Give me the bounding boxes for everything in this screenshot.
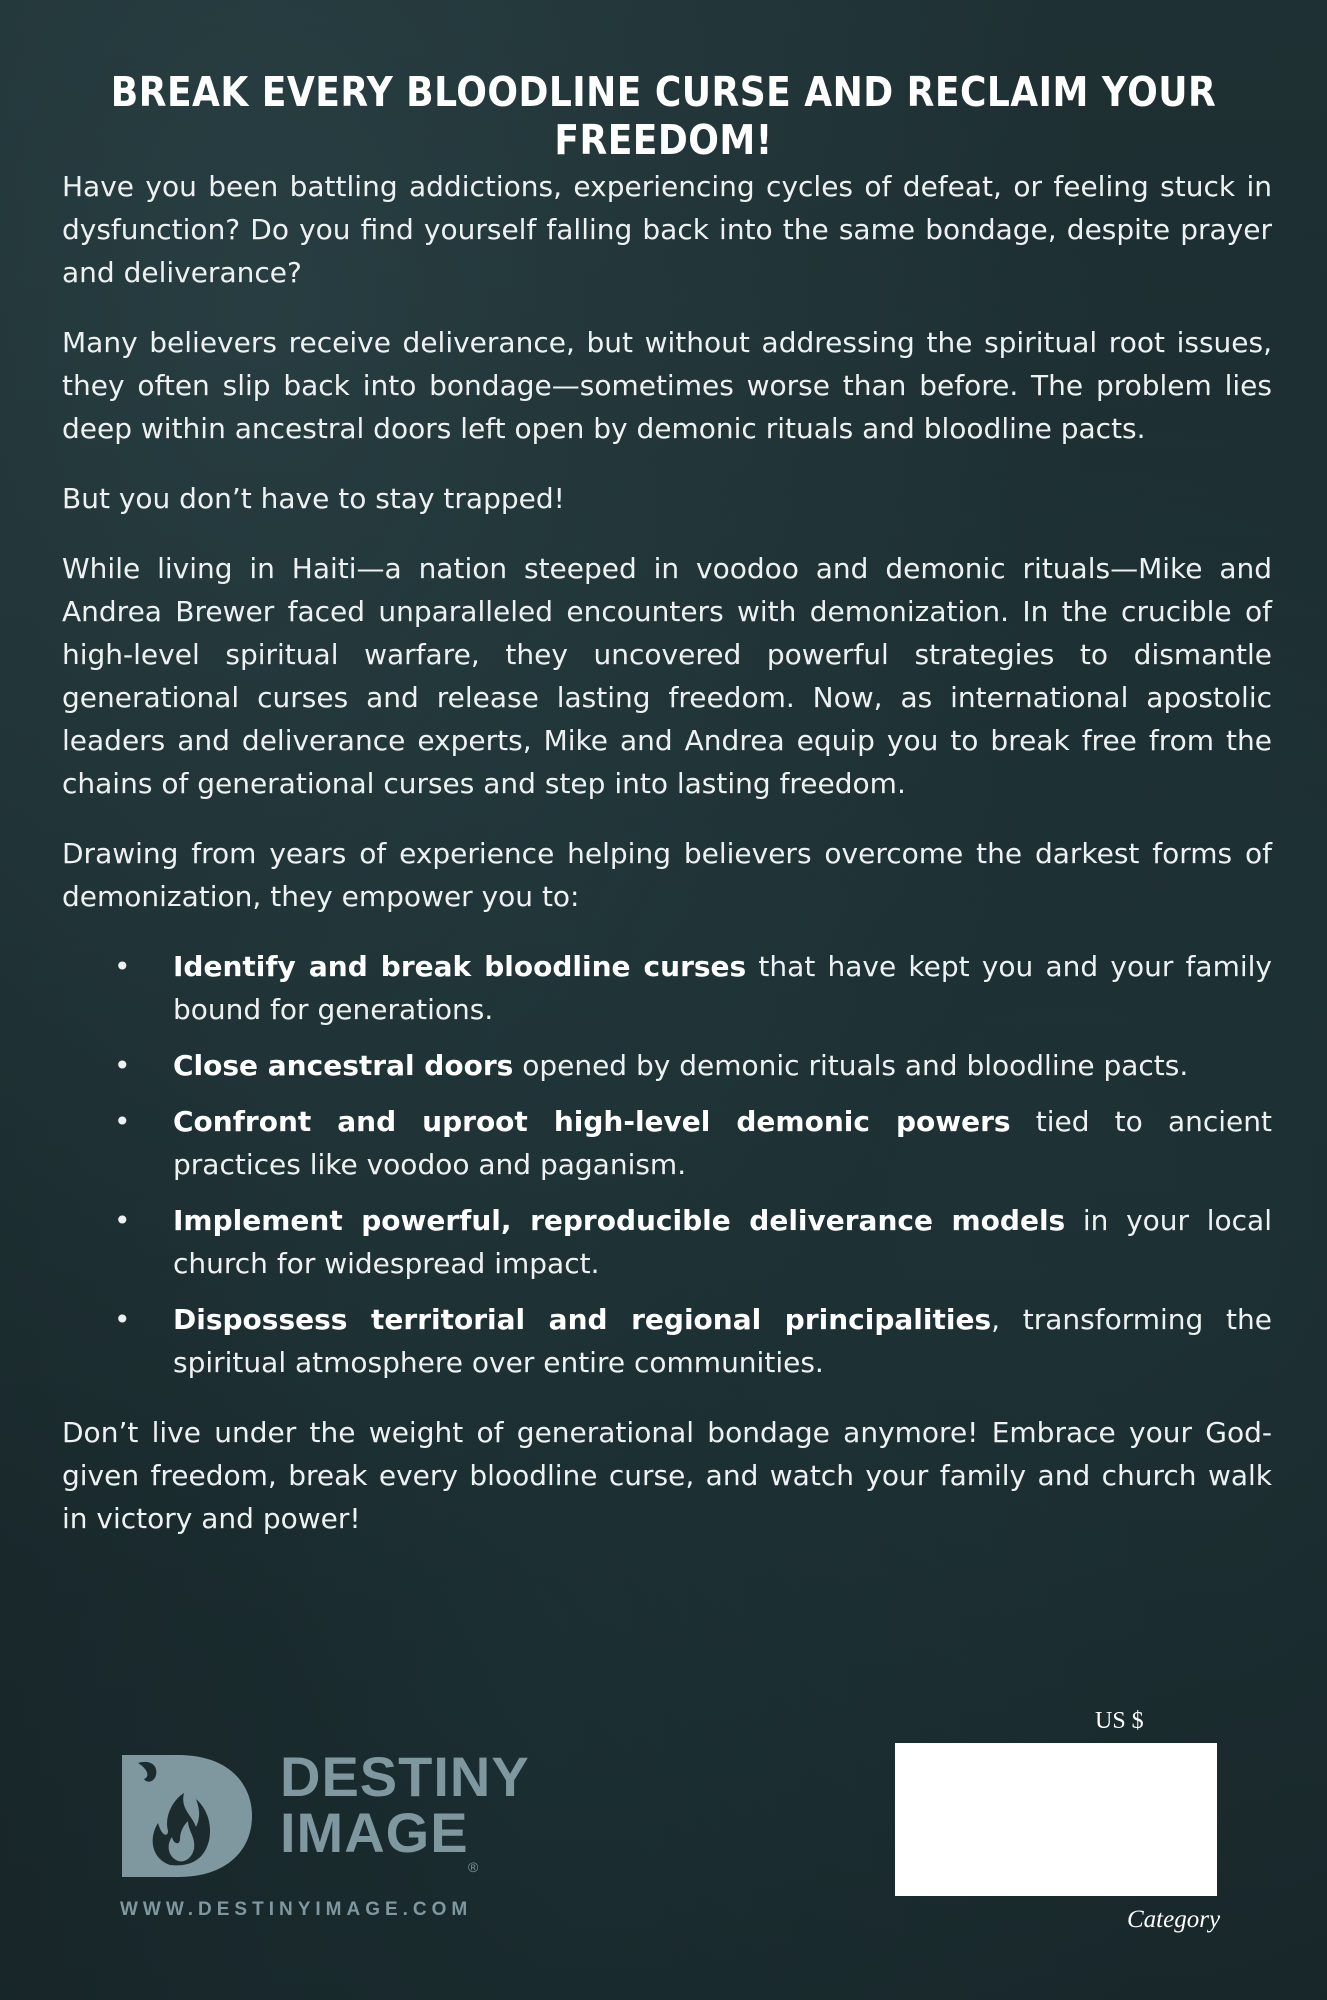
paragraph-hope: But you don’t have to stay trapped! [62,482,565,515]
paragraph-intro: Have you been battling addictions, experiencing cycles of defeat, or feeling stuck in dysfunction? Do you find yourself falling back into the same bondage, despite prayer and deliverance? [62,170,1272,289]
bullet-icon: • [114,1303,131,1336]
publisher-logo [118,1747,538,1927]
bullet-icon: • [114,950,131,983]
publisher-name-line2: IMAGE [280,1801,469,1864]
list-item [62,1199,1272,1285]
list-item [62,945,1272,1031]
list-item [62,1298,1272,1384]
paragraph-authors: While living in Haiti—a nation steeped in voodoo and demonic rituals—Mike and Andrea Brewer faced unparalleled encounters with demonization. In the crucible of high-level spiritual warfare, they uncovered powerful strategies to dismantle generational curses and release lasting freedom. Now, as international apostolic leaders and deliverance experts, Mike and Andrea equip you to break free from the chains of generational curses and step into lasting freedom. [62,552,1272,800]
list-item-text: , transforming the spiritual atmosphere over entire communities. [173,1303,1272,1379]
paragraph-problem: Many believers receive deliverance, but without addressing the spiritual root issues, they often slip back into bondage—sometimes worse than before. The problem lies deep within ancestral doors left open by demonic rituals and bloodline pacts. [62,326,1272,445]
list-item-bold: Implement powerful, reproducible deliverance models [173,1204,1066,1237]
description-body [62,165,1272,1567]
category-label: Category [1127,1906,1221,1933]
headline: BREAK EVERY BLOODLINE CURSE AND RECLAIM YOUR FREEDOM! [110,68,1217,164]
list-item-text: that have kept you and your family bound for generations. [173,950,1272,1026]
registered-mark: ® [468,1859,479,1875]
list-item [62,1100,1272,1186]
bullet-icon: • [114,1049,131,1082]
publisher-name-line1: DESTINY [280,1745,530,1808]
bullet-icon: • [114,1204,131,1237]
price-label: US $ [1095,1708,1144,1734]
d-flame-icon [118,1753,254,1879]
list-item-text: opened by demonic rituals and bloodline pacts. [513,1049,1189,1082]
barcode-box [895,1743,1217,1896]
list-item-bold: Close ancestral doors [173,1049,514,1082]
benefit-list [62,945,1272,1384]
list-item [62,1044,1272,1087]
paragraph-closing: Don’t live under the weight of generational bondage anymore! Embrace your God-given freedom, break every bloodline curse, and watch your family and church walk in victory and power! [62,1416,1272,1535]
publisher-url: WWW.DESTINYIMAGE.COM [120,1899,473,1920]
bullet-icon: • [114,1105,131,1138]
paragraph-lead-in: Drawing from years of experience helping believers overcome the darkest forms of demonization, they empower you to: [62,837,1272,913]
list-item-text: tied to ancient practices like voodoo and paganism. [173,1105,1272,1181]
list-item-bold: Identify and break bloodline curses [173,950,747,983]
list-item-bold: Confront and uproot high-level demonic powers [173,1105,1011,1138]
list-item-bold: Dispossess territorial and regional principalities [173,1303,992,1336]
list-item-text: in your local church for widespread impact. [173,1204,1272,1280]
